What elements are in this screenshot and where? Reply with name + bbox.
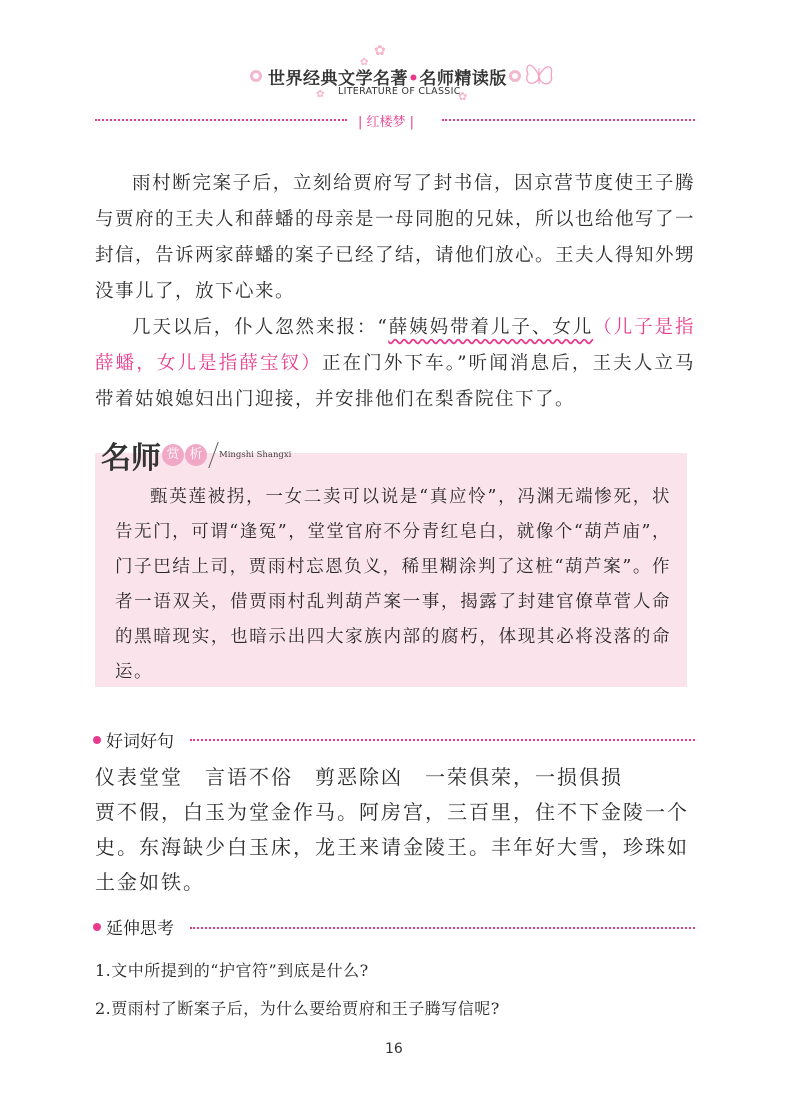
series-title: 世界经典文学名著•名师精读版 — [268, 69, 507, 89]
flower-icon: ✿ — [374, 43, 386, 59]
paragraph: 雨村断完案子后，立刻给贾府写了封书信，因京营节度使王子腾与贾府的王夫人和薛蟠的母亲是一母同胞的兄妹，所以也给他写了一封信，告诉两家薛蟠的案子已经了结，请他们放心。王夫人得知外甥没事儿了，放下心来。 — [95, 173, 696, 302]
story-text — [95, 166, 695, 418]
badge-circle-char: 析 — [185, 444, 207, 466]
phrase: 剪恶除凶 — [315, 765, 403, 789]
good-sentence: 贾不假，白玉为堂金作马。阿房宫，三百里，住不下金陵一个史。东海缺少白玉床，龙王来请金陵王。丰年好大雪，珍珠如土金如铁。 — [95, 800, 689, 894]
header-divider-left — [95, 119, 347, 121]
analysis-badge — [101, 433, 292, 476]
flower-icon: ✿ — [360, 57, 369, 68]
section-heading-good-words: 好词好句 — [93, 727, 174, 752]
analysis-text: 甄英莲被拐，一女二卖可以说是“真应怜”，冯渊无端惨死，状告无门，可谓“逢冤”，堂堂官府不分青红皂白，就像个“葫芦庙”，门子巴结上司，贾雨村忘恩负义，稀里糊涂判了这桩“葫芦案”。作者一语双关，借贾雨村乱判葫芦案一事，揭露了封建官僚草菅人命的黑暗现实，也暗示出四大家族内部的腐朽，体现其必将没落的命运。 — [115, 487, 671, 682]
underlined-phrase: 薛姨妈带着儿子、女儿 — [388, 317, 594, 338]
paragraph: 几天以后，仆人忽然来报：“薛姨妈带着儿子、女儿（儿子是指薛蟠，女儿是指薛宝钗）正在门外下车。”听闻消息后，王夫人立马带着姑娘媳妇出门迎接，并安排他们在梨香院住下了。 — [95, 317, 695, 410]
page-number: 16 — [385, 1041, 403, 1057]
section-divider — [190, 739, 695, 741]
annotation-note: （儿子是指薛蟠，女儿是指薛宝钗） — [95, 317, 695, 374]
series-subtitle: LITERATURE OF CLASSIC — [338, 86, 461, 97]
butterfly-icon — [524, 58, 554, 94]
header-divider-right — [442, 119, 695, 121]
badge-english: Mingshi Shangxi — [219, 450, 292, 460]
badge-slash — [208, 442, 218, 468]
header-ring-icon — [250, 70, 262, 82]
bullet-icon — [93, 923, 101, 931]
question-item: 2.贾雨村了断案子后，为什么要给贾府和王子腾写信呢? — [95, 999, 500, 1018]
phrase: 言语不俗 — [205, 765, 293, 789]
phrase: 一荣俱荣，一损俱损 — [425, 765, 623, 789]
header-ring-icon — [509, 70, 521, 82]
badge-char: 名 — [101, 441, 131, 476]
badge-circle-char: 赏 — [162, 444, 184, 466]
phrase: 仪表堂堂 — [95, 765, 183, 789]
bullet-icon — [93, 736, 101, 744]
book-name: | 红楼梦 | — [358, 115, 415, 130]
badge-char: 师 — [131, 441, 161, 476]
question-item: 1.文中所提到的“护官符”到底是什么? — [95, 961, 369, 980]
separator-dot: • — [408, 69, 420, 89]
section-heading-thinking: 延伸思考 — [93, 914, 174, 939]
phrase-list — [95, 760, 705, 795]
flower-icon: ✿ — [316, 89, 325, 100]
flower-icon: ✿ — [458, 90, 468, 103]
good-words-content — [95, 760, 705, 900]
section-divider — [190, 927, 695, 929]
